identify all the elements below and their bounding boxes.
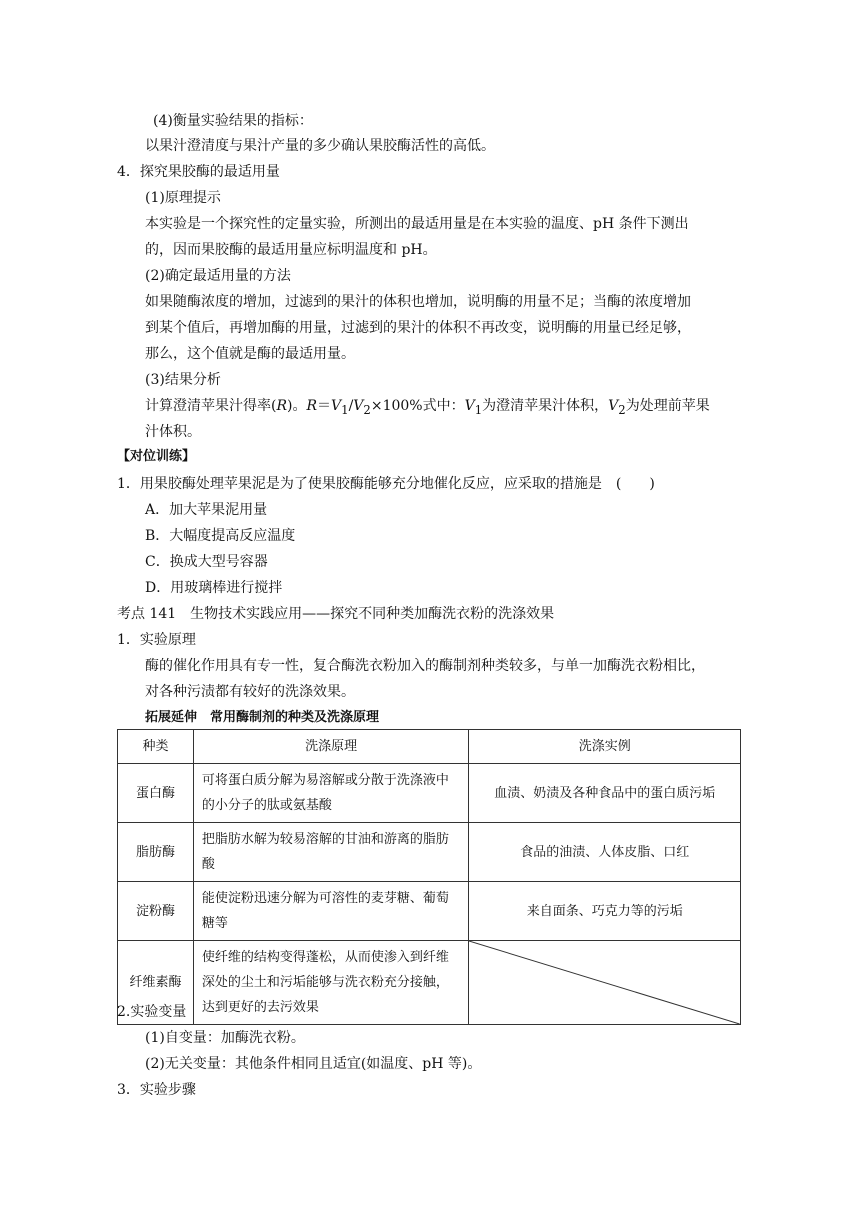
type-cell: 脂肪酶 <box>118 823 194 882</box>
exercise-heading: 【对位训练】 <box>117 449 196 464</box>
principle-cell: 可将蛋白质分解为易溶解或分散于洗涤液中的小分子的肽或氨基酸 <box>193 764 469 823</box>
table-row <box>118 941 741 1025</box>
type-cell: 纤维素酶 <box>118 941 194 1025</box>
table-row <box>118 764 741 823</box>
text-line: 那么，这个值就是酶的最适用量。 <box>145 346 355 362</box>
principle-cell: 把脂肪水解为较易溶解的甘油和游离的脂肪酸 <box>193 823 469 882</box>
table-row <box>118 823 741 882</box>
section-heading: 4．探究果胶酶的最适用量 <box>117 164 280 180</box>
text-line: (1)自变量：加酶洗衣粉。 <box>145 1030 305 1046</box>
type-cell: 蛋白酶 <box>118 764 194 823</box>
example-cell: 来自面条、巧克力等的污垢 <box>469 882 741 941</box>
text-line: 如果随酶浓度的增加，过滤到的果汁的体积也增加，说明酶的用量不足；当酶的浓度增加 <box>145 294 691 310</box>
topic-heading: 考点 141 生物技术实践应用——探究不同种类加酶洗衣粉的洗涤效果 <box>117 606 555 622</box>
option-a: A．加大苹果泥用量 <box>145 502 268 518</box>
text-line: 汁体积。 <box>145 424 201 440</box>
principle-cell: 使纤维的结构变得蓬松，从而使渗入到纤维深处的尘土和污垢能够与洗衣粉充分接触，达到更好的去污效果 <box>193 941 469 1025</box>
question: 1．用果胶酶处理苹果泥是为了使果胶酶能够充分地催化反应，应采取的措施是 ( ) <box>117 476 655 492</box>
text-line: 以果汁澄清度与果汁产量的多少确认果胶酶活性的高低。 <box>145 138 495 154</box>
option-b: B．大幅度提高反应温度 <box>145 528 296 544</box>
header-cell: 洗涤实例 <box>469 730 741 764</box>
example-cell: 食品的油渍、人体皮脂、口红 <box>469 823 741 882</box>
text-line: (4)衡量实验结果的指标： <box>153 113 313 129</box>
text-line: 本实验是一个探究性的定量实验，所测出的最适用量是在本实验的温度、pH 条件下测出 <box>145 216 689 232</box>
table-header-row <box>118 730 741 764</box>
table-row <box>118 882 741 941</box>
type-cell: 淀粉酶 <box>118 882 194 941</box>
section-heading: 2.实验变量 <box>117 1004 187 1020</box>
subheading: (3)结果分析 <box>145 372 221 388</box>
enzyme-table <box>117 729 741 1025</box>
subheading: (2)确定最适用量的方法 <box>145 268 291 284</box>
text-line: 对各种污渍都有较好的洗涤效果。 <box>145 684 355 700</box>
principle-cell: 能使淀粉迅速分解为可溶性的麦芽糖、葡萄糖等 <box>193 882 469 941</box>
text-line: 的，因而果胶酶的最适用量应标明温度和 pH。 <box>145 242 437 258</box>
text-line: 酶的催化作用具有专一性，复合酶洗衣粉加入的酶制剂种类较多，与单一加酶洗衣粉相比， <box>145 658 705 674</box>
option-d: D．用玻璃棒进行搅拌 <box>145 580 283 596</box>
text-line: (2)无关变量：其他条件相同且适宜(如温度、pH 等)。 <box>145 1056 482 1072</box>
diagonal-line <box>469 941 740 1024</box>
example-cell: 血渍、奶渍及各种食品中的蛋白质污垢 <box>469 764 741 823</box>
header-cell: 种类 <box>118 730 194 764</box>
formula-line: 计算澄清苹果汁得率(R)。$R=V_1/V_2\times 100\%$式中：$V_1$为澄清苹果汁体积，$V_2$为处理前苹果 <box>145 398 710 417</box>
empty-diagonal-cell <box>469 941 741 1025</box>
header-cell: 洗涤原理 <box>193 730 469 764</box>
subheading: (1)原理提示 <box>145 190 221 206</box>
section-heading: 1．实验原理 <box>117 632 196 648</box>
text-line: 到某个值后，再增加酶的用量，过滤到的果汁的体积不再改变，说明酶的用量已经足够， <box>145 320 691 336</box>
option-c: C．换成大型号容器 <box>145 554 268 570</box>
section-heading: 3．实验步骤 <box>117 1082 196 1098</box>
table-caption: 拓展延伸 常用酶制剂的种类及洗涤原理 <box>145 710 380 725</box>
